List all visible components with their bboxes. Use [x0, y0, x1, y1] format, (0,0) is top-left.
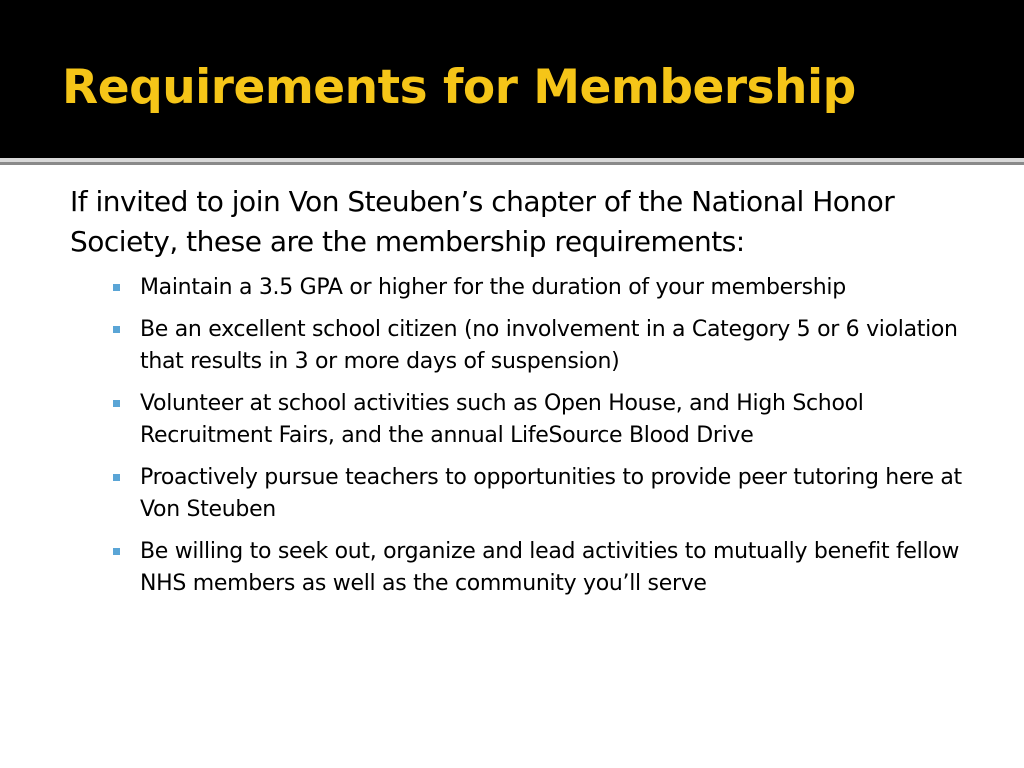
square-bullet-icon [113, 548, 120, 555]
title-divider-dark [0, 162, 1024, 165]
square-bullet-icon [113, 326, 120, 333]
requirements-list [70, 272, 990, 600]
square-bullet-icon [113, 284, 120, 291]
square-bullet-icon [113, 400, 120, 407]
list-item [70, 314, 990, 378]
slide-title: Requirements for Membership [62, 60, 856, 115]
list-item [70, 388, 990, 452]
list-item-text: Volunteer at school activities such as Open House, and High School Recruitment Fairs, and the annual LifeSource Blood Drive [140, 391, 864, 448]
list-item [70, 272, 990, 304]
list-item-text: Maintain a 3.5 GPA or higher for the duration of your membership [140, 275, 846, 300]
slide-content [70, 182, 990, 610]
title-bar [0, 0, 1024, 158]
intro-text: If invited to join Von Steuben’s chapter of the National Honor Society, these are the membership requirements: [70, 185, 895, 258]
list-item-text: Proactively pursue teachers to opportunities to provide peer tutoring here at Von Steuben [140, 465, 962, 522]
square-bullet-icon [113, 474, 120, 481]
list-item [70, 536, 990, 600]
list-item-text: Be an excellent school citizen (no involvement in a Category 5 or 6 violation that results in 3 or more days of suspension) [140, 317, 958, 374]
list-item-text: Be willing to seek out, organize and lead activities to mutually benefit fellow NHS members as well as the community you’ll serve [140, 539, 960, 596]
list-item [70, 462, 990, 526]
